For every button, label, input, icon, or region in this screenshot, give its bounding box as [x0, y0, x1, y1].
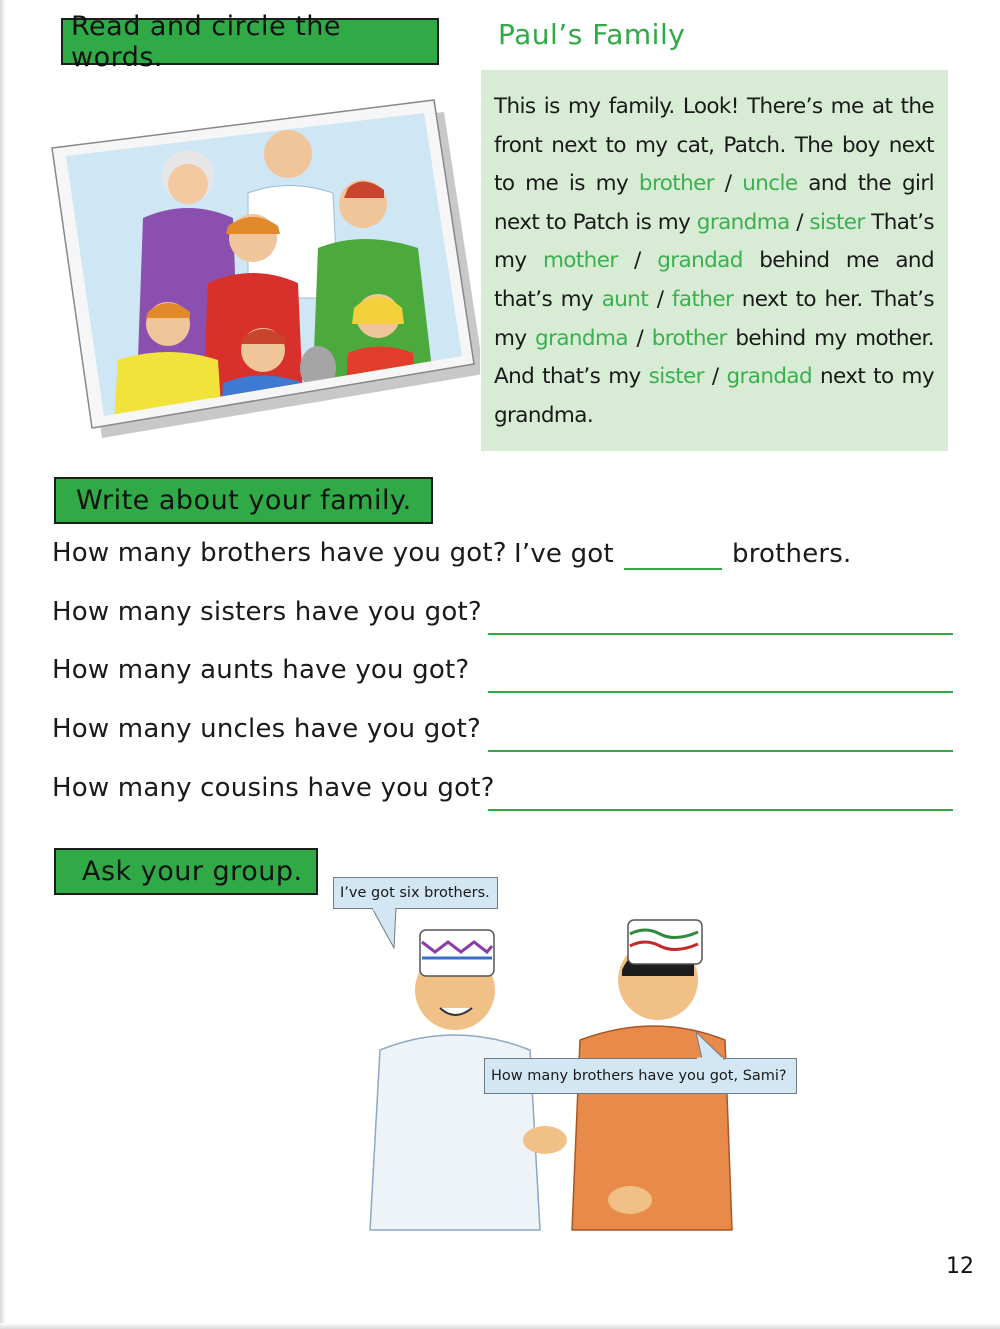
story-text: This is my family. Look! There’s me at the front next to my cat, Patch. The boy next to me is my: [494, 94, 934, 197]
choice-separator: /: [789, 209, 810, 235]
heading-label: Ask your group.: [82, 856, 303, 887]
story-text: behind my mother. And that’s my: [494, 325, 935, 390]
question-text: How many sisters have you got?: [52, 597, 482, 627]
heading-label: Write about your family.: [76, 485, 412, 516]
story-text-box: [481, 70, 948, 451]
question-text: How many aunts have you got?: [52, 655, 470, 685]
answer-line[interactable]: [488, 633, 953, 635]
bubble-text: I’ve got six brothers.: [340, 885, 490, 901]
bubble-tail: [694, 1032, 726, 1062]
word-choice[interactable]: grandma: [696, 209, 790, 235]
heading-label: Read and circle the words.: [71, 10, 342, 73]
family-photo-illustration: [48, 98, 480, 438]
choice-separator: /: [714, 171, 743, 197]
word-choice[interactable]: aunt: [601, 286, 649, 312]
page-number: 12: [946, 1254, 974, 1279]
heading-write-family: [54, 477, 433, 524]
bubble-tail: [370, 908, 400, 950]
story-title: Paul’s Family: [498, 18, 686, 51]
answer-suffix: brothers.: [732, 539, 852, 569]
word-choice[interactable]: father: [671, 286, 734, 312]
speech-bubble-answer: [333, 877, 498, 909]
answer-line[interactable]: [488, 809, 953, 811]
word-choice[interactable]: grandma: [535, 325, 628, 351]
answer-blank[interactable]: [624, 568, 722, 570]
answer-line[interactable]: [488, 691, 953, 693]
word-choice[interactable]: uncle: [742, 171, 798, 197]
word-choice[interactable]: brother: [651, 325, 727, 351]
question-row-brothers: [52, 538, 952, 582]
choice-separator: /: [703, 364, 727, 390]
question-text: How many uncles have you got?: [52, 714, 481, 744]
answer-line[interactable]: [488, 750, 953, 752]
choice-separator: /: [648, 286, 672, 312]
heading-ask-group: [54, 848, 318, 895]
question-row-uncles: [52, 714, 952, 758]
story-text: next to her. That’s my: [494, 286, 934, 351]
word-choice[interactable]: mother: [542, 248, 618, 274]
question-row-aunts: [52, 655, 952, 699]
word-choice[interactable]: brother: [638, 171, 715, 197]
question-text: How many brothers have you got?: [52, 538, 507, 568]
choice-separator: /: [617, 248, 658, 274]
story-text: That’s my: [494, 209, 934, 274]
word-choice[interactable]: grandad: [726, 364, 813, 390]
page-edge: [0, 1323, 1000, 1329]
story-text: and the girl next to Patch is my: [494, 171, 934, 235]
story-text: next to my grandma.: [494, 364, 934, 428]
question-row-sisters: [52, 597, 952, 641]
choice-separator: /: [627, 325, 652, 351]
bubble-text: How many brothers have you got, Sami?: [491, 1068, 787, 1084]
word-choice[interactable]: sister: [809, 209, 865, 235]
story-text: behind me and that’s my: [494, 248, 934, 312]
heading-read-circle: [61, 10, 439, 73]
answer-prefix: I’ve got: [514, 539, 614, 569]
speech-bubble-question: [484, 1058, 797, 1094]
question-row-cousins: [52, 773, 952, 817]
word-choice[interactable]: grandad: [657, 248, 743, 274]
page-edge: [0, 0, 6, 1329]
family-photo-svg: [48, 98, 480, 438]
word-choice[interactable]: sister: [648, 364, 704, 390]
question-text: How many cousins have you got?: [52, 773, 495, 803]
